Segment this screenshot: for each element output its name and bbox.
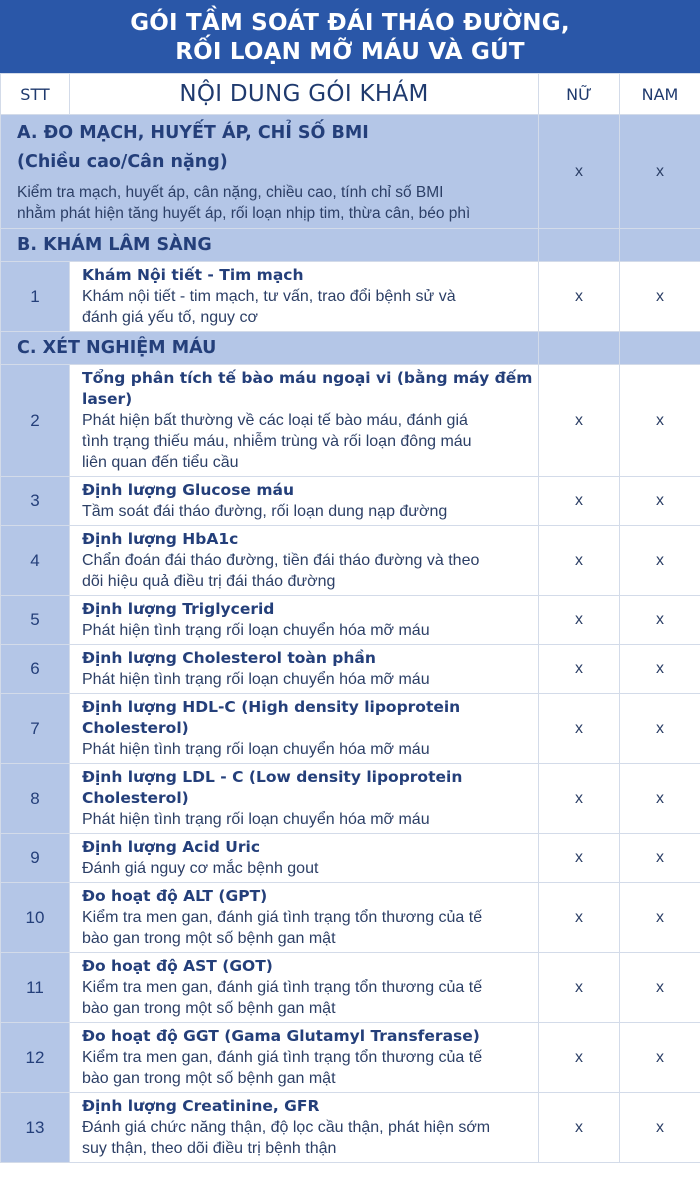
male-mark: x (620, 1093, 700, 1163)
title-line-1: GÓI TẦM SOÁT ĐÁI THÁO ĐƯỜNG, (130, 9, 570, 36)
item-description-line: đánh giá yếu tố, nguy cơ (82, 309, 258, 326)
table-row (1, 645, 700, 694)
row-number: 13 (1, 1093, 70, 1163)
section-b-female-empty (539, 229, 620, 262)
item-title-line: Định lượng Glucose máu (82, 481, 294, 499)
row-content (70, 764, 539, 834)
row-number: 5 (1, 596, 70, 645)
item-title-line: Tổng phân tích tế bào máu ngoại vi (bằng máy đếm (82, 369, 533, 387)
row-number: 9 (1, 834, 70, 883)
row-number: 10 (1, 883, 70, 953)
item-title-line: Cholesterol) (82, 719, 189, 737)
item-description-line: Khám nội tiết - tim mạch, tư vấn, trao đổi bệnh sử và (82, 288, 456, 305)
female-mark: x (539, 764, 620, 834)
male-mark: x (620, 365, 700, 477)
row-number: 2 (1, 365, 70, 477)
male-mark: x (620, 477, 700, 526)
male-mark: x (620, 526, 700, 596)
female-mark: x (539, 365, 620, 477)
row-content (70, 645, 539, 694)
header-content: NỘI DUNG GÓI KHÁM (70, 74, 539, 115)
item-description-line: bào gan trong một số bệnh gan mật (82, 1070, 336, 1087)
page-title (0, 0, 700, 73)
section-c-header (1, 332, 539, 365)
table-row (1, 477, 700, 526)
section-b-row (1, 229, 700, 262)
female-mark: x (539, 526, 620, 596)
item-description-line: liên quan đến tiểu cầu (82, 454, 239, 471)
item-description-line: dõi hiệu quả điều trị đái tháo đường (82, 573, 336, 590)
row-content (70, 477, 539, 526)
female-mark: x (539, 596, 620, 645)
item-description-line: Phát hiện tình trạng rối loạn chuyển hóa mỡ máu (82, 671, 430, 688)
female-mark: x (539, 953, 620, 1023)
item-title-line: Đo hoạt độ AST (GOT) (82, 957, 273, 975)
male-mark: x (620, 953, 700, 1023)
section-b-male-empty (620, 229, 700, 262)
item-description-line: Kiểm tra men gan, đánh giá tình trạng tổn thương của tế (82, 909, 483, 926)
male-mark: x (620, 694, 700, 764)
item-description-line: Đánh giá chức năng thận, độ lọc cầu thận, phát hiện sớm (82, 1119, 491, 1136)
table-row (1, 526, 700, 596)
section-b-title: B. KHÁM LÂM SÀNG (17, 235, 212, 255)
item-description-line: Kiểm tra men gan, đánh giá tình trạng tổn thương của tế (82, 1049, 483, 1066)
item-description-line: Phát hiện tình trạng rối loạn chuyển hóa mỡ máu (82, 741, 430, 758)
item-description-line: Chẩn đoán đái tháo đường, tiền đái tháo đường và theo (82, 552, 480, 569)
female-mark: x (539, 1023, 620, 1093)
section-a-female-mark: x (539, 115, 620, 229)
row-content (70, 596, 539, 645)
row-content (70, 1093, 539, 1163)
section-c-female-empty (539, 332, 620, 365)
male-mark: x (620, 645, 700, 694)
section-a-row (1, 115, 700, 229)
header-female: NỮ (539, 74, 620, 115)
female-mark: x (539, 883, 620, 953)
row-number: 12 (1, 1023, 70, 1093)
title-line-2: RỐI LOẠN MỠ MÁU VÀ GÚT (175, 38, 525, 65)
row-content (70, 262, 539, 332)
table-row (1, 953, 700, 1023)
section-a-subtitle: (Chiều cao/Cân nặng) (17, 152, 228, 172)
row-content (70, 953, 539, 1023)
table-row (1, 834, 700, 883)
section-b-header (1, 229, 539, 262)
female-mark: x (539, 1093, 620, 1163)
header-male: NAM (620, 74, 700, 115)
item-title-line: Định lượng Triglycerid (82, 600, 275, 618)
male-mark: x (620, 764, 700, 834)
item-description-line: bào gan trong một số bệnh gan mật (82, 930, 336, 947)
section-a-content (1, 115, 539, 229)
section-a-desc-line-2: nhằm phát hiện tăng huyết áp, rối loạn nhịp tim, thừa cân, béo phì (17, 205, 471, 222)
header-stt: STT (1, 74, 70, 115)
table-row (1, 1023, 700, 1093)
table-row (1, 694, 700, 764)
section-a-male-mark: x (620, 115, 700, 229)
section-c-male-empty (620, 332, 700, 365)
item-title-line: laser) (82, 390, 133, 408)
item-description-line: Tầm soát đái tháo đường, rối loạn dung nạp đường (82, 503, 448, 520)
section-a-description (1, 177, 538, 224)
row-number: 7 (1, 694, 70, 764)
male-mark: x (620, 262, 700, 332)
female-mark: x (539, 645, 620, 694)
item-title-line: Cholesterol) (82, 789, 189, 807)
item-title-line: Đo hoạt độ GGT (Gama Glutamyl Transferase) (82, 1027, 480, 1045)
item-description-line: suy thận, theo dõi điều trị bệnh thận (82, 1140, 337, 1157)
table-row (1, 262, 700, 332)
table-row (1, 596, 700, 645)
row-number: 8 (1, 764, 70, 834)
female-mark: x (539, 262, 620, 332)
item-description-line: Phát hiện tình trạng rối loạn chuyển hóa mỡ máu (82, 811, 430, 828)
row-number: 6 (1, 645, 70, 694)
section-c-title: C. XÉT NGHIỆM MÁU (17, 338, 217, 358)
male-mark: x (620, 883, 700, 953)
item-description-line: Phát hiện tình trạng rối loạn chuyển hóa mỡ máu (82, 622, 430, 639)
row-content (70, 883, 539, 953)
row-number: 3 (1, 477, 70, 526)
item-description-line: tình trạng thiếu máu, nhiễm trùng và rối loạn đông máu (82, 433, 472, 450)
item-description-line: Phát hiện bất thường về các loại tế bào máu, đánh giá (82, 412, 468, 429)
item-title-line: Định lượng Acid Uric (82, 838, 261, 856)
section-a-desc-line-1: Kiểm tra mạch, huyết áp, cân nặng, chiều cao, tính chỉ số BMI (17, 184, 444, 201)
male-mark: x (620, 834, 700, 883)
table-row (1, 365, 700, 477)
item-title-line: Định lượng LDL - C (Low density lipoprotein (82, 768, 463, 786)
item-title-line: Định lượng HDL-C (High density lipoprotein (82, 698, 461, 716)
female-mark: x (539, 694, 620, 764)
item-title-line: Định lượng Creatinine, GFR (82, 1097, 320, 1115)
row-content (70, 365, 539, 477)
row-content (70, 526, 539, 596)
table-header-row (1, 74, 700, 115)
item-title-line: Định lượng Cholesterol toàn phần (82, 649, 376, 667)
item-title-line: Định lượng HbA1c (82, 530, 239, 548)
section-a-title: A. ĐO MẠCH, HUYẾT ÁP, CHỈ SỐ BMI (17, 123, 369, 143)
row-content (70, 694, 539, 764)
row-content (70, 834, 539, 883)
item-title-line: Đo hoạt độ ALT (GPT) (82, 887, 268, 905)
item-description-line: bào gan trong một số bệnh gan mật (82, 1000, 336, 1017)
row-number: 1 (1, 262, 70, 332)
item-description-line: Đánh giá nguy cơ mắc bệnh gout (82, 860, 319, 877)
male-mark: x (620, 1023, 700, 1093)
row-number: 11 (1, 953, 70, 1023)
exam-package-table (0, 73, 700, 1163)
female-mark: x (539, 477, 620, 526)
female-mark: x (539, 834, 620, 883)
row-content (70, 1023, 539, 1093)
item-title-line: Khám Nội tiết - Tim mạch (82, 266, 304, 284)
table-row (1, 1093, 700, 1163)
section-c-row (1, 332, 700, 365)
table-row (1, 764, 700, 834)
male-mark: x (620, 596, 700, 645)
item-description-line: Kiểm tra men gan, đánh giá tình trạng tổn thương của tế (82, 979, 483, 996)
row-number: 4 (1, 526, 70, 596)
table-row (1, 883, 700, 953)
